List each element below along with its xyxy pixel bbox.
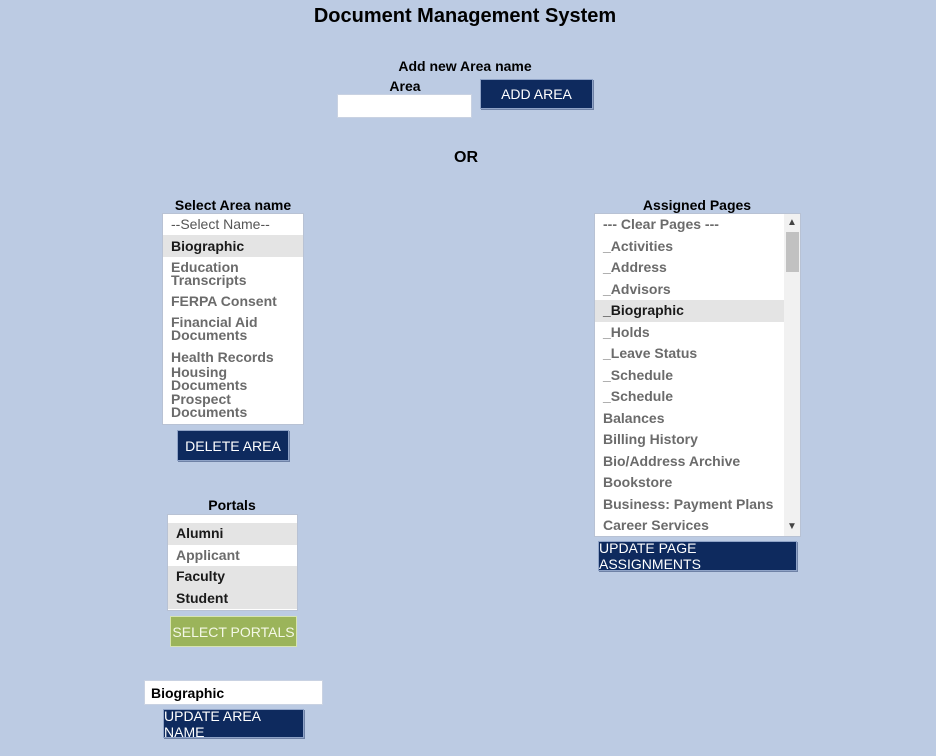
page-option[interactable]: --- Clear Pages ---: [603, 216, 719, 233]
portals-heading: Portals: [208, 497, 256, 513]
area-option[interactable]: Biographic: [163, 235, 303, 257]
area-name-edit-input[interactable]: [144, 680, 323, 705]
scroll-up-icon[interactable]: ▲: [787, 217, 797, 228]
area-option[interactable]: Prospect Documents: [171, 391, 248, 420]
page-option[interactable]: Billing History: [603, 431, 698, 448]
area-input[interactable]: [337, 94, 472, 118]
page-option[interactable]: Balances: [603, 409, 665, 426]
area-option[interactable]: --Select Name--: [171, 216, 270, 232]
area-label: Area: [389, 78, 421, 94]
add-area-button[interactable]: ADD AREA: [480, 79, 593, 109]
scroll-thumb[interactable]: [786, 232, 799, 272]
page-option[interactable]: _Schedule: [603, 388, 674, 405]
or-separator: OR: [454, 149, 478, 166]
assigned-pages-scrollbar[interactable]: [784, 214, 800, 536]
portal-option-student[interactable]: Student: [168, 588, 297, 610]
update-area-name-button[interactable]: UPDATE AREA NAME: [163, 709, 304, 738]
scroll-down-icon[interactable]: ▼: [787, 521, 797, 532]
area-option[interactable]: Housing Documents: [171, 363, 248, 393]
page-title: Document Management System: [313, 5, 617, 27]
add-area-heading: Add new Area name: [398, 58, 532, 74]
page-option[interactable]: _Holds: [603, 323, 650, 340]
select-portals-button[interactable]: SELECT PORTALS: [170, 616, 297, 647]
portals-listbox[interactable]: [167, 514, 298, 611]
area-name-listbox[interactable]: [162, 213, 304, 425]
page-option[interactable]: _Leave Status: [603, 345, 698, 362]
page-option[interactable]: _Schedule: [603, 366, 674, 383]
portal-option-faculty[interactable]: Faculty: [168, 566, 297, 588]
select-area-heading: Select Area name: [174, 197, 292, 213]
area-option[interactable]: FERPA Consent: [171, 293, 277, 309]
page-option[interactable]: Bookstore: [603, 474, 673, 491]
delete-area-button[interactable]: DELETE AREA: [177, 430, 289, 461]
page-option[interactable]: Business: Payment Plans: [603, 495, 774, 512]
page-option[interactable]: _Address: [603, 259, 667, 276]
update-page-assignments-button[interactable]: UPDATE PAGE ASSIGNMENTS: [598, 541, 797, 571]
portal-option-applicant[interactable]: Applicant: [176, 546, 240, 563]
page-option[interactable]: _Advisors: [603, 280, 671, 297]
page-option[interactable]: Bio/Address Archive: [603, 452, 741, 469]
page-option[interactable]: Career Services: [603, 517, 709, 534]
page-option[interactable]: _Activities: [603, 237, 674, 254]
area-option[interactable]: Financial Aid Documents: [171, 314, 258, 343]
assigned-pages-heading: Assigned Pages: [642, 197, 752, 213]
page-option[interactable]: _Biographic: [595, 300, 784, 322]
area-option[interactable]: Education Transcripts: [171, 259, 247, 288]
portal-option-alumni[interactable]: Alumni: [168, 523, 297, 545]
assigned-pages-listbox[interactable]: [594, 213, 801, 537]
area-option[interactable]: Health Records: [171, 348, 274, 365]
